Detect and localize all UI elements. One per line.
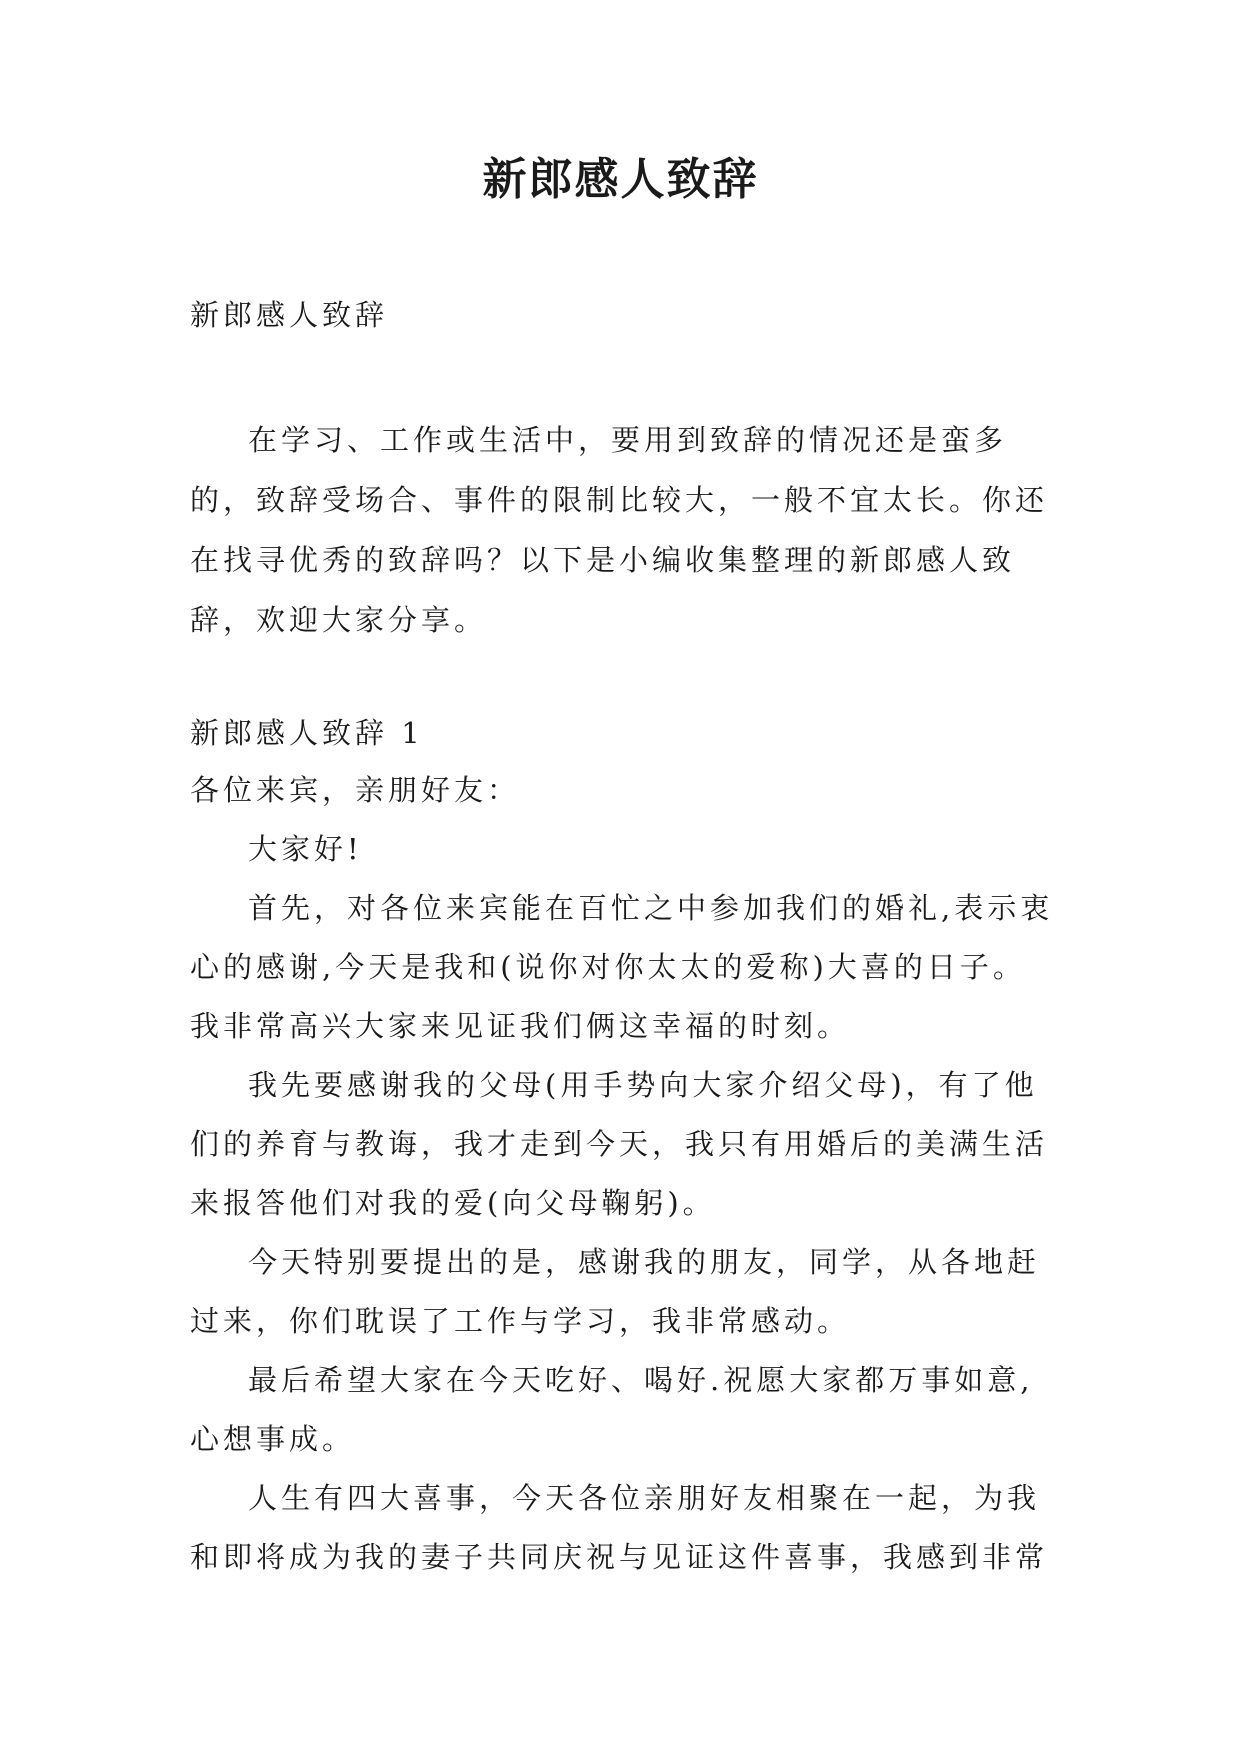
- paragraph-thanks-parents: 我先要感谢我的父母(用手势向大家介绍父母)，有了他们的养育与教诲，我才走到今天，我只有用婚后的美满生活来报答他们对我的爱(向父母鞠躬)。: [190, 1068, 1049, 1220]
- paragraph-wishes: 最后希望大家在今天吃好、喝好.祝愿大家都万事如意,心想事成。: [190, 1363, 1034, 1456]
- paragraph-thanks-friends: 今天特别要提出的是，感谢我的朋友，同学，从各地赶过来，你们耽误了工作与学习，我非常感动。: [190, 1245, 1041, 1338]
- section-heading: 新郎感人致辞 1: [190, 716, 424, 750]
- intro-section: [190, 410, 1058, 650]
- document-title: 新郎感人致辞: [482, 154, 759, 205]
- speech-section-1: [190, 705, 1058, 1587]
- salutation: 各位来宾，亲朋好友：: [190, 773, 521, 807]
- document-subtitle: 新郎感人致辞: [190, 298, 389, 332]
- paragraph-thanks-guests: 首先，对各位来宾能在百忙之中参加我们的婚礼,表示衷心的感谢,今天是我和(说你对你太太的爱称)大喜的日子。我非常高兴大家来见证我们俩这幸福的时刻。: [190, 891, 1054, 1043]
- intro-paragraph: 在学习、工作或生活中，要用到致辞的情况还是蛮多的，致辞受场合、事件的限制比较大，一般不宜太长。你还在找寻优秀的致辞吗？以下是小编收集整理的新郎感人致辞，欢迎大家分享。: [190, 423, 1049, 637]
- paragraph-greeting: 大家好!: [248, 832, 363, 866]
- paragraph-four-joys: 人生有四大喜事，今天各位亲朋好友相聚在一起，为我和即将成为我的妻子共同庆祝与见证这件喜事，我感到非常: [190, 1481, 1049, 1574]
